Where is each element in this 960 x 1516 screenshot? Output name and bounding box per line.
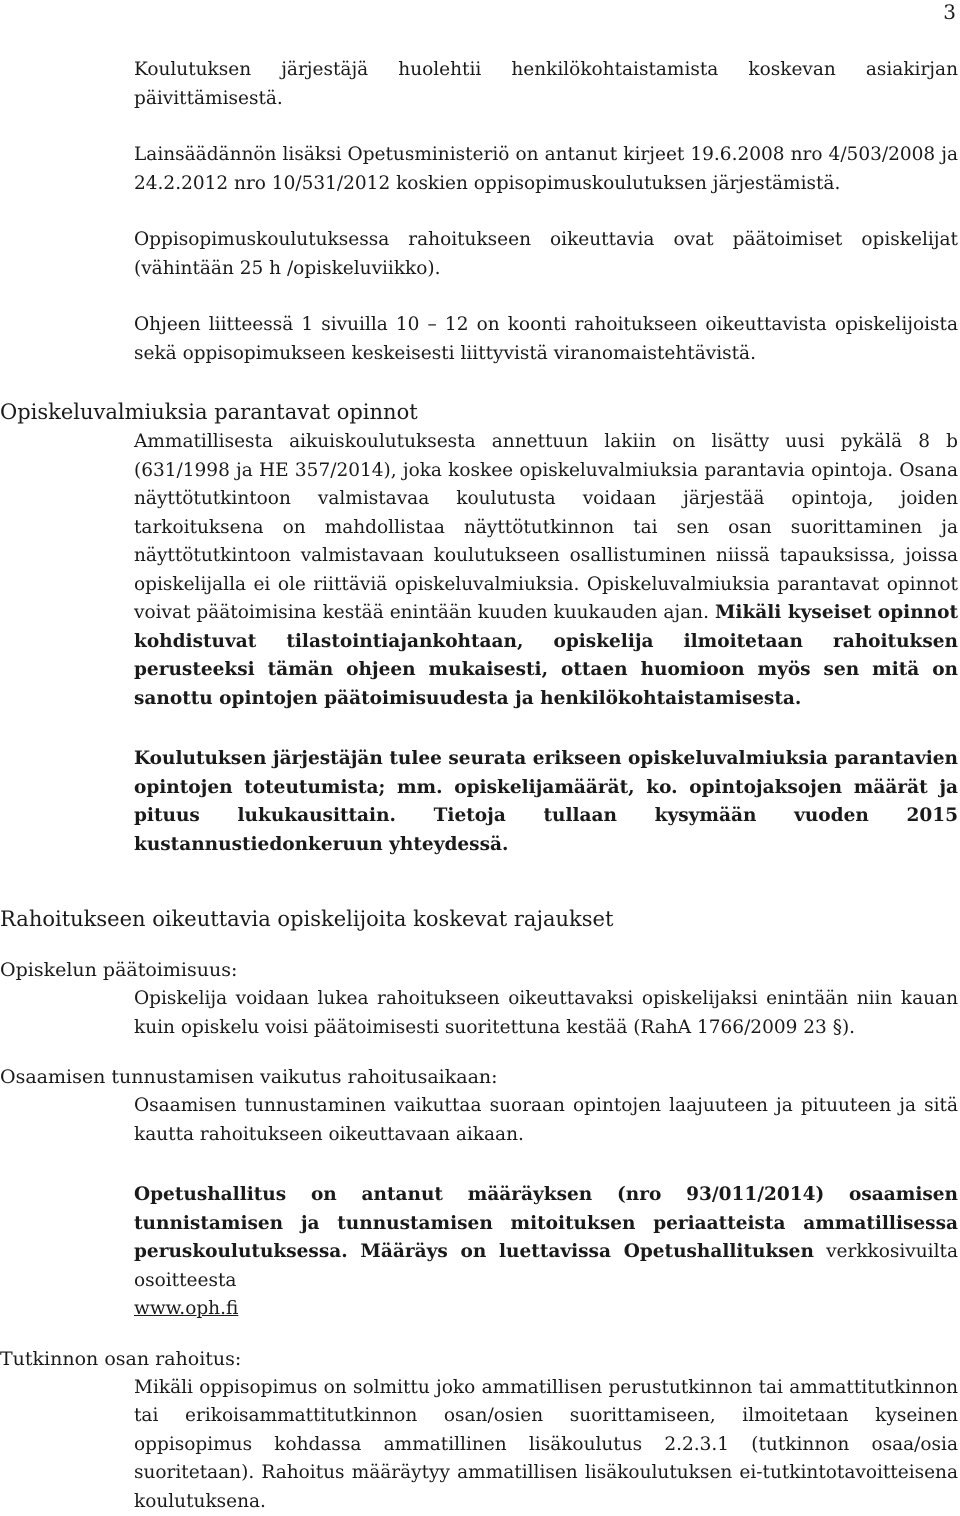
intro-paragraph-1: Koulutuksen järjestäjä huolehtii henkilökohtaistamista koskevan asiakirjan päivittämisestä. [134, 56, 958, 113]
competence-regulation-bold: Opetushallitus on antanut määräyksen (nro 93/011/2014) osaamisen tunnistamisen ja tunnustamisen mitoituksen periaatteista ammatillisessa peruskoulutuksessa. Määräys on luettavissa Opetushallituksen [134, 1184, 958, 1262]
intro-paragraph-4: Ohjeen liitteessä 1 sivuilla 10 – 12 on koonti rahoitukseen oikeuttavista opiskelijoista sekä oppisopimukseen keskeisesti liittyvistä viranomaistehtävistä. [134, 311, 958, 368]
prep-paragraph-1 [134, 428, 958, 713]
section-sign: § [833, 1017, 842, 1038]
fulltime-text: Opiskelija voidaan lukea rahoitukseen oikeuttavaksi opiskelijaksi enintään niin kauan kuin opiskelu voisi päätoimisesti suoritettuna kestää (RahA 1766/2009 23 [134, 988, 958, 1038]
prep-paragraph-1-bold: Mikäli kyseiset opinnot kohdistuvat tilastointiajankohtaan, opiskelija ilmoitetaan rahoituksen perusteeksi tämän ohjeen mukaisesti, ottaen huomioon myös sen mitä on sanottu opintojen päätoimisuudesta ja henkilökohtaistamisesta. [134, 602, 958, 709]
label-competence-recognition: Osaamisen tunnustamisen vaikutus rahoitusaikaan: [0, 1062, 958, 1092]
oph-link[interactable]: www.oph.fi [134, 1298, 238, 1319]
label-qualification-part-funding: Tutkinnon osan rahoitus: [0, 1344, 958, 1374]
fulltime-text-end: ). [842, 1017, 855, 1038]
qualification-part-paragraph: Mikäli oppisopimus on solmittu joko ammatillisen perustutkinnon tai ammattitutkinnon tai erikoisammattitutkinnon osan/osien suorittamiseen, ilmoitetaan kyseinen oppisopimus kohdassa ammatillinen lisäkoulutus 2.2.3.1 (tutkinnon osaa/osia suoritetaan). Rahoitus määräytyy ammatillisen lisäkoulutuksen ei-tutkintotavoitteisena koulutuksena. [134, 1374, 958, 1516]
intro-paragraph-2: Lainsäädännön lisäksi Opetusministeriö on antanut kirjeet 19.6.2008 nro 4/503/2008 ja 24.2.2012 nro 10/531/2012 koskien oppisopimuskoulutuksen järjestämistä. [134, 141, 958, 198]
document-body [134, 56, 958, 1516]
section-heading-funding-limits: Rahoitukseen oikeuttavia opiskelijoita koskevat rajaukset [0, 903, 958, 935]
intro-paragraph-3: Oppisopimuskoulutuksessa rahoitukseen oikeuttavia ovat päätoimiset opiskelijat (vähintään 25 h /opiskeluviikko). [134, 226, 958, 283]
prep-paragraph-2 [134, 745, 958, 859]
label-fulltime-study: Opiskelun päätoimisuus: [0, 955, 958, 985]
prep-paragraph-1-normal: Ammatillisesta aikuiskoulutuksesta annettuun lakiin on lisätty uusi pykälä 8 b (631/1998 ja HE 357/2014), joka koskee opiskeluvalmiuksia parantavia opintoja. Osana näyttötutkintoon valmistavaa koulutusta voidaan järjestää opintoja, joiden tarkoituksena on mahdollistaa näyttötutkinnon tai sen osan suorittaminen ja näyttötutkintoon valmistavaan koulutukseen osallistuminen niissä tapauksissa, joissa opiskelijalla ei ole riittäviä opiskeluvalmiuksia. Opiskeluvalmiuksia parantavat opinnot voivat päätoimisina kestää enintään kuuden kuukauden ajan. [134, 431, 958, 623]
competence-regulation-paragraph [134, 1181, 958, 1324]
page-number: 3 [943, 0, 956, 24]
section-heading-prep-studies: Opiskeluvalmiuksia parantavat opinnot [0, 396, 958, 428]
competence-regulation-normal: verkkosivuilta osoitteesta [134, 1241, 958, 1291]
competence-paragraph: Osaamisen tunnustaminen vaikuttaa suoraan opintojen laajuuteen ja pituuteen ja sitä kautta rahoitukseen oikeuttavaan aikaan. [134, 1092, 958, 1149]
fulltime-paragraph [134, 985, 958, 1042]
prep-paragraph-2-bold: Koulutuksen järjestäjän tulee seurata erikseen opiskeluvalmiuksia parantavien opintojen toteutumista; mm. opiskelijamäärät, ko. opintojaksojen määrät ja pituus lukukausittain. Tietoja tullaan kysymään vuoden 2015 kustannustiedonkeruun yhteydessä. [134, 748, 958, 855]
